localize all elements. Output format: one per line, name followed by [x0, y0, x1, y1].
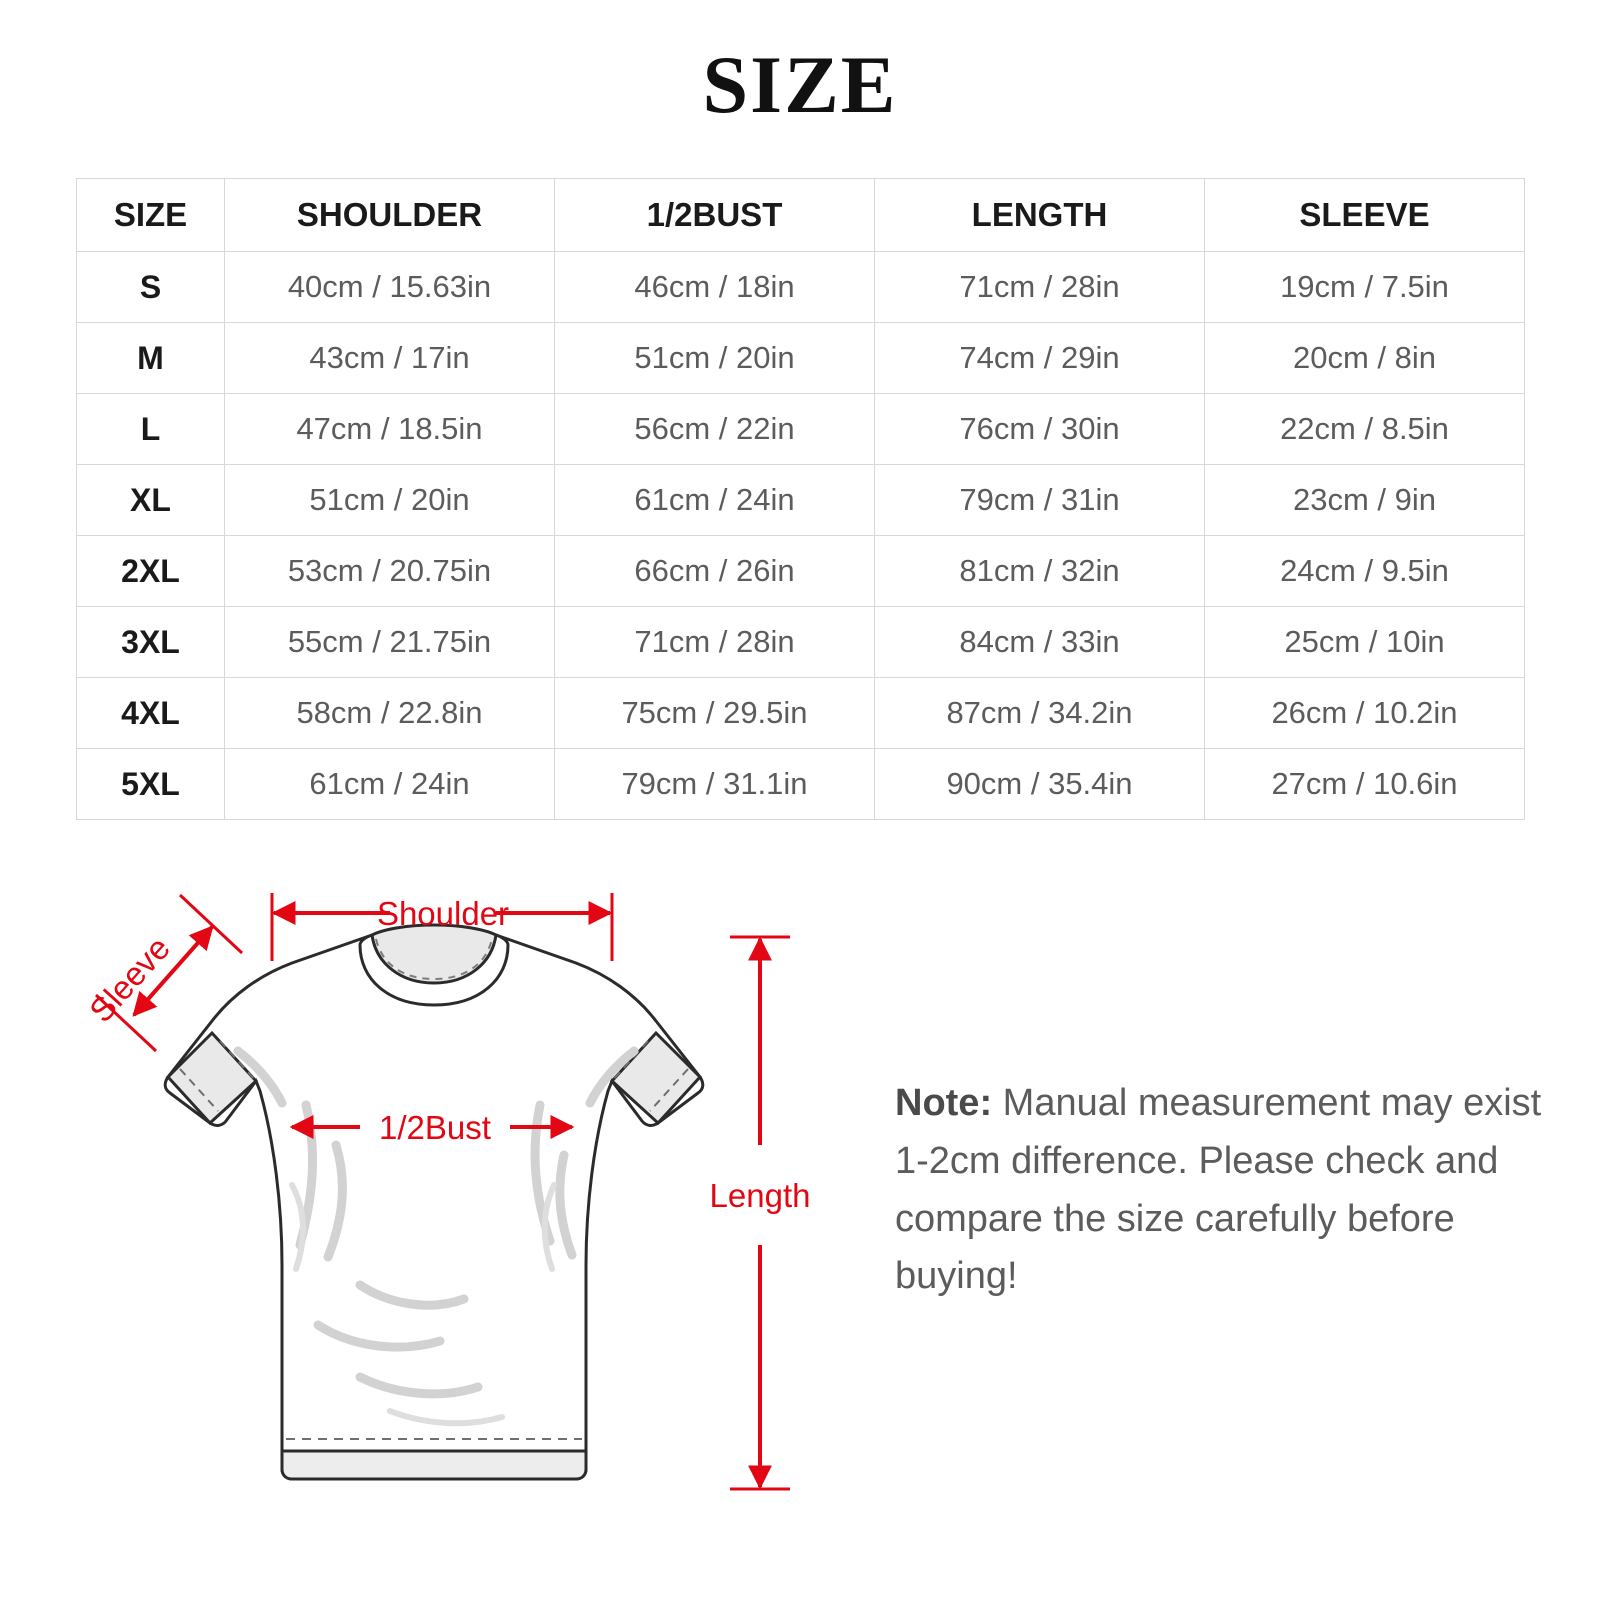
cell-shoulder: 55cm / 21.75in [225, 607, 555, 678]
cell-sleeve: 25cm / 10in [1205, 607, 1525, 678]
label-shoulder: Shoulder [376, 895, 510, 932]
cell-length: 74cm / 29in [875, 323, 1205, 394]
cell-shoulder: 61cm / 24in [225, 749, 555, 820]
cell-length: 90cm / 35.4in [875, 749, 1205, 820]
cell-shoulder: 47cm / 18.5in [225, 394, 555, 465]
cell-sleeve: 24cm / 9.5in [1205, 536, 1525, 607]
cell-shoulder: 53cm / 20.75in [225, 536, 555, 607]
table-row [77, 394, 1525, 465]
cell-size: 2XL [77, 536, 225, 607]
column-header-length: LENGTH [875, 179, 1205, 252]
cell-bust: 46cm / 18in [555, 252, 875, 323]
cell-shoulder: 43cm / 17in [225, 323, 555, 394]
cell-bust: 71cm / 28in [555, 607, 875, 678]
table-row [77, 465, 1525, 536]
cell-length: 71cm / 28in [875, 252, 1205, 323]
page-title: SIZE [702, 39, 898, 130]
cell-shoulder: 58cm / 22.8in [225, 678, 555, 749]
cell-size: M [77, 323, 225, 394]
table-row [77, 678, 1525, 749]
table-row [77, 607, 1525, 678]
table-row [77, 749, 1525, 820]
label-sleeve: Sleeve [81, 929, 177, 1030]
cell-size: 3XL [77, 607, 225, 678]
cell-bust: 51cm / 20in [555, 323, 875, 394]
cell-length: 79cm / 31in [875, 465, 1205, 536]
column-header-bust: 1/2BUST [555, 179, 875, 252]
table-header-row [77, 179, 1525, 252]
column-header-sleeve: SLEEVE [1205, 179, 1525, 252]
cell-length: 84cm / 33in [875, 607, 1205, 678]
table-row [77, 536, 1525, 607]
table-row [77, 323, 1525, 394]
cell-sleeve: 23cm / 9in [1205, 465, 1525, 536]
cell-size: 5XL [77, 749, 225, 820]
note-text: Manual measurement may exist 1-2cm difference. Please check and compare the size carefully before buying! [895, 1082, 1542, 1298]
label-length: Length [709, 1177, 811, 1214]
tshirt-illustration [165, 925, 703, 1479]
cell-size: XL [77, 465, 225, 536]
cell-length: 87cm / 34.2in [875, 678, 1205, 749]
cell-sleeve: 27cm / 10.6in [1205, 749, 1525, 820]
column-header-shoulder: SHOULDER [225, 179, 555, 252]
cell-sleeve: 26cm / 10.2in [1205, 678, 1525, 749]
cell-bust: 61cm / 24in [555, 465, 875, 536]
table-row [77, 252, 1525, 323]
cell-sleeve: 20cm / 8in [1205, 323, 1525, 394]
label-half-bust: 1/2Bust [379, 1109, 491, 1146]
note-block [895, 1075, 1545, 1306]
cell-size: S [77, 252, 225, 323]
cell-sleeve: 19cm / 7.5in [1205, 252, 1525, 323]
note-label: Note: [895, 1082, 993, 1124]
column-header-size: SIZE [77, 179, 225, 252]
cell-length: 76cm / 30in [875, 394, 1205, 465]
size-table [76, 178, 1525, 820]
cell-bust: 75cm / 29.5in [555, 678, 875, 749]
cell-size: L [77, 394, 225, 465]
cell-bust: 66cm / 26in [555, 536, 875, 607]
tshirt-measurement-diagram [60, 855, 860, 1555]
cell-length: 81cm / 32in [875, 536, 1205, 607]
cell-size: 4XL [77, 678, 225, 749]
size-table-container [76, 178, 1524, 820]
cell-bust: 56cm / 22in [555, 394, 875, 465]
cell-shoulder: 51cm / 20in [225, 465, 555, 536]
cell-bust: 79cm / 31.1in [555, 749, 875, 820]
cell-sleeve: 22cm / 8.5in [1205, 394, 1525, 465]
measure-length [710, 937, 811, 1489]
cell-shoulder: 40cm / 15.63in [225, 252, 555, 323]
